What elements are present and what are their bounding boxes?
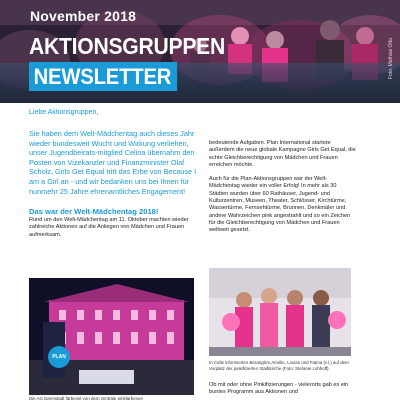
right-column <box>209 140 357 235</box>
newsletter-subtitle: NEWSLETTER <box>29 62 177 91</box>
right-paragraph-1: bedeutende Aufgaben. Plan International startete außerdem die neue globale Kampagne Girls Get Equal, die echte Gleichberechtigung von Mädchen und Frauen erreichen möchte. <box>209 140 356 168</box>
girls-group-image <box>209 268 351 356</box>
celle-photo <box>209 268 351 356</box>
left-photo-caption: Die AG Darmstadt färbemit von dem zentrale pinkfarbenen <box>29 396 143 400</box>
right-paragraph-2: Auch für die Plan-Aktionsgruppen war der Welt-Mädchentag wieder ein voller Erfolg! In mehr als 30 Städten wurden über 60 Rathäuser, Jugend- und Kulturzentren, Museen, Theater, Schlösser, Kirchtürme, Wassertürme, Fernsehtürme, Brunnen, Denkmäler und andere Wahrzeichen pink angestrahlt und so ein Zeichen für die Gleichberechtigung von Mädchen und Frauen weltweit gesetzt. <box>209 176 351 234</box>
photo-credit: Foto: Mathias Otto <box>388 38 394 80</box>
left-column <box>29 109 201 239</box>
greeting: Liebe Aktionsgruppen, <box>29 109 99 116</box>
pink-building-image <box>29 278 194 395</box>
right-paragraph-3: Ob mit oder ohne Pinkifizierungen - vielerorts gab es ein buntes Programm aus Aktionen und <box>209 382 349 396</box>
right-photo-caption: In Celle informierten Bérangère,Amélie, Louise und Fatma (v.l.) auf dem Vorplatz der pinkifizierten Stadtkirche (Foto: Stefanie Lohhoff). <box>209 360 349 371</box>
plan-logo-icon: PLAN <box>48 346 70 368</box>
header-banner <box>0 0 400 103</box>
intro-paragraph: Sie haben dem Welt-Mädchentag auch dieses Jahr wieder bundesweit Wucht und Wirkung verliehen, unser Jugendbeirats-mitglied Celina übernahm den Posten von Vizekanzler und Finanzminister Olaf Scholz, Girls Get Equal tritt das Erbe von Because I am a Girl an - und wir bedanken uns bei Ihnen für nunmehr 25 Jahre ehrenamtliches Engagement! <box>29 129 197 196</box>
newsletter-title: AKTIONSGRUPPEN <box>29 33 226 59</box>
right-column-continued <box>209 382 357 397</box>
section-text: Rund um den Welt-Mädchentag am 11. Oktober machten wieder zahlreiche Aktionen auf die Anliegen von Mädchen und Frauen aufmerksam. <box>29 217 189 238</box>
section-heading: Das war der Welt-Mädchentag 2018! <box>29 207 159 217</box>
darmstadt-photo <box>29 278 194 395</box>
issue-date: November 2018 <box>30 8 137 24</box>
